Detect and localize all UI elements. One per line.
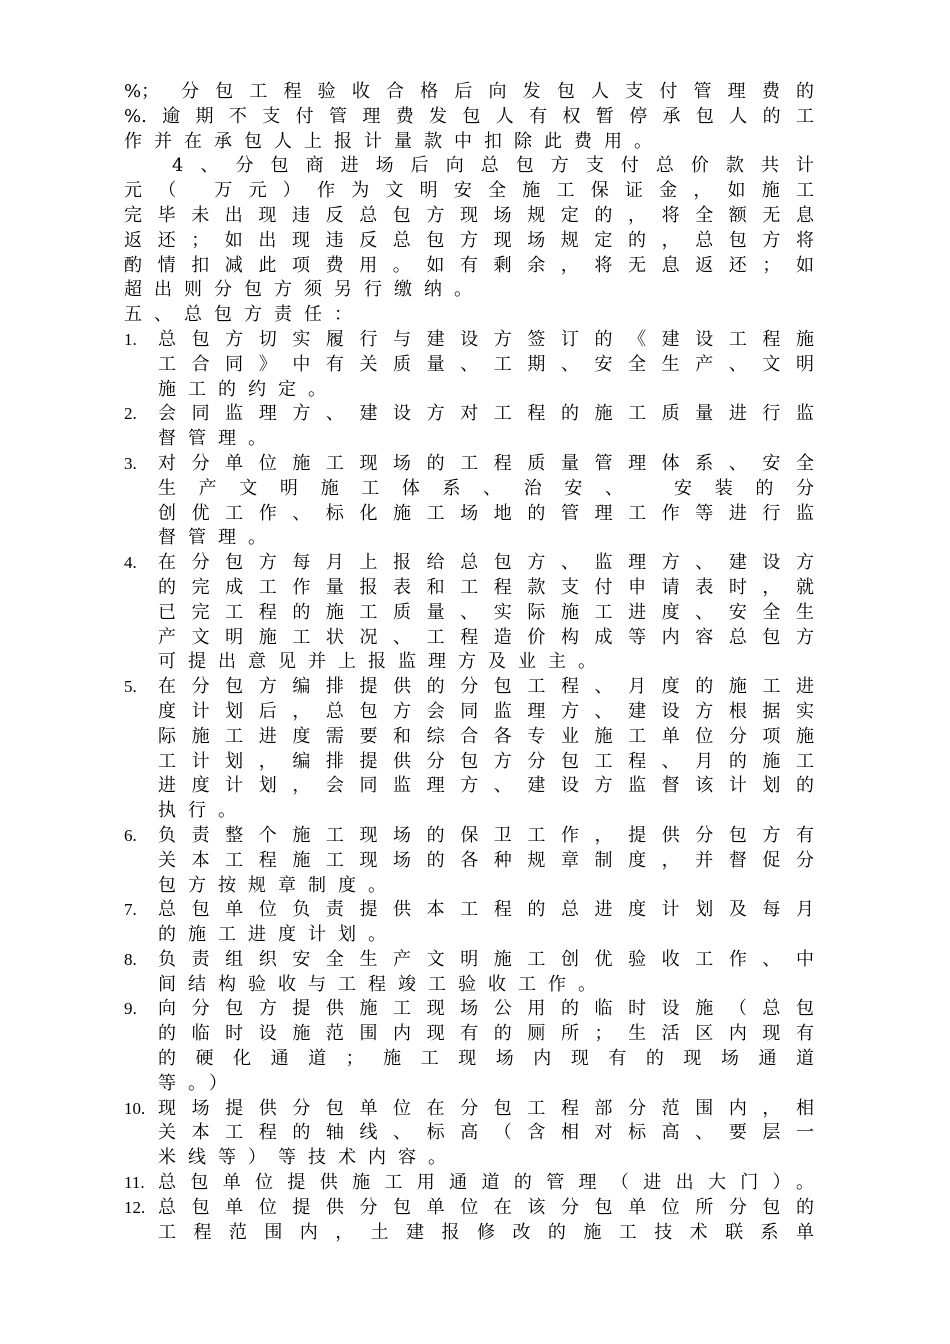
- text-line: 等。）: [158, 1072, 239, 1094]
- text-line: 4、分包商进场后向总包方支付总价款共计: [172, 155, 814, 177]
- text-line: 对分单位施工现场的工程质量管理体系、安全: [158, 452, 814, 474]
- list-item: [124, 402, 814, 452]
- text-line: %； 分包工程验收合格后向发包人支付管理费的: [124, 81, 814, 102]
- text-line: 关本工程的轴线、标高（含相对标高、要层一: [158, 1122, 814, 1144]
- list-item: [124, 948, 814, 998]
- text-line: 工程范围内，土建报修改的施工技术联系单: [158, 1221, 814, 1243]
- list-number: 8.: [124, 949, 137, 969]
- text-line: 包方按规章制度。: [158, 874, 398, 896]
- list-item: [124, 1097, 814, 1171]
- list-number: 7.: [124, 900, 137, 920]
- document-page: [124, 80, 814, 1245]
- list-item: [124, 452, 814, 551]
- text-line: 已完工程的施工质量、实际施工进度、安全生: [158, 601, 814, 623]
- text-line: 返还；如出现违反总包方现场规定的，总包方将: [124, 229, 814, 251]
- text-line: 酌情扣减此项费用。如有剩余，将无息返还；如: [124, 254, 814, 276]
- text-line: 创优工作、标化施工场地的管理工作等进行监: [158, 502, 814, 524]
- text-line: 执行。: [158, 800, 248, 822]
- list-number: 5.: [124, 677, 137, 697]
- text-line: 督管理。: [158, 527, 278, 549]
- list-number: 12.: [124, 1197, 146, 1217]
- list-item: [124, 1196, 814, 1246]
- text-line: 度计划后，总包方会同监理方、建设方根据实: [158, 700, 814, 722]
- text-line: 负责组织安全生产文明施工创优验收工作、中: [158, 948, 814, 970]
- list-item: [124, 328, 814, 402]
- list-number: 11.: [124, 1173, 145, 1193]
- text-line: 的施工进度计划。: [158, 924, 398, 946]
- text-line: 工计划，编排提供分包方分包工程、月的施工: [158, 750, 814, 772]
- list-number: 6.: [124, 825, 137, 845]
- text-line: 生产文明施工体系、治安、 安装的分: [158, 477, 814, 499]
- text-line: 工合同》中有关质量、工期、安全生产、文明: [158, 353, 814, 375]
- text-line: 在分包方编排提供的分包工程、月度的施工进: [158, 676, 814, 698]
- text-line: 完毕未出现违反总包方现场规定的，将全额无息: [124, 204, 814, 226]
- text-line: 间结构验收与工程竣工验收工作。: [158, 973, 608, 995]
- list-number: 2.: [124, 404, 137, 424]
- list-number: 1.: [124, 329, 137, 349]
- list-item: [124, 898, 814, 948]
- text-line: 在分包方每月上报给总包方、监理方、建设方: [158, 552, 814, 574]
- text-line: 督管理。: [158, 428, 278, 450]
- text-line: 会同监理方、建设方对工程的施工质量进行监: [158, 403, 814, 425]
- text-line: 负责整个施工现场的保卫工作，提供分包方有: [158, 824, 814, 846]
- responsibility-list: [124, 328, 814, 1245]
- section-title: 五、总包方责任：: [124, 304, 364, 326]
- list-item: [124, 824, 814, 898]
- list-item: [124, 1171, 814, 1196]
- text-line: 总包单位负责提供本工程的总进度计划及每月: [158, 899, 814, 921]
- clause-4-paragraph: [124, 154, 814, 303]
- text-line: 总包单位提供施工用通道的管理（进出大门）。: [158, 1172, 814, 1194]
- text-line: 超出则分包方须另行缴纳。: [124, 279, 484, 301]
- text-line: 际施工进度需要和综合各专业施工单位分项施: [158, 725, 814, 747]
- text-line: 元（ 万元）作为文明安全施工保证金，如施工: [124, 180, 814, 202]
- list-number: 3.: [124, 453, 137, 473]
- text-line: 现场提供分包单位在分包工程部分范围内，相: [158, 1097, 814, 1119]
- text-line: 总包方切实履行与建设方签订的《建设工程施: [158, 328, 814, 350]
- text-line: 进度计划，会同监理方、建设方监督该计划的: [158, 775, 814, 797]
- list-item: [124, 675, 814, 824]
- list-item: [124, 551, 814, 675]
- text-line: 总包单位提供分包单位在该分包单位所分包的: [158, 1196, 814, 1218]
- text-line: 米线等）等技术内容。: [158, 1147, 458, 1169]
- text-line: 关本工程施工现场的各种规章制度，并督促分: [158, 849, 814, 871]
- text-line: 的硬化通道；施工现场内现有的现场通道: [158, 1048, 814, 1070]
- text-line: 作并在承包人上报计量款中扣除此费用。: [124, 130, 664, 152]
- list-number: 4.: [124, 553, 137, 573]
- text-line: 的完成工作量报表和工程款支付申请表时，就: [158, 576, 814, 598]
- list-item: [124, 997, 814, 1096]
- list-number: 10.: [124, 1098, 146, 1118]
- text-line: 向分包方提供施工现场公用的临时设施（总包: [158, 998, 814, 1020]
- text-line: 的临时设施范围内现有的厕所；生活区内现有: [158, 1023, 814, 1045]
- list-number: 9.: [124, 999, 137, 1019]
- intro-paragraph: [124, 80, 814, 154]
- text-line: 施工的约定。: [158, 378, 338, 400]
- text-line: %.逾期不支付管理费发包人有权暂停承包人的工: [124, 105, 814, 127]
- text-line: 产文明施工状况、工程造价构成等内容总包方: [158, 626, 814, 648]
- text-line: 可提出意见并上报监理方及业主。: [158, 651, 608, 673]
